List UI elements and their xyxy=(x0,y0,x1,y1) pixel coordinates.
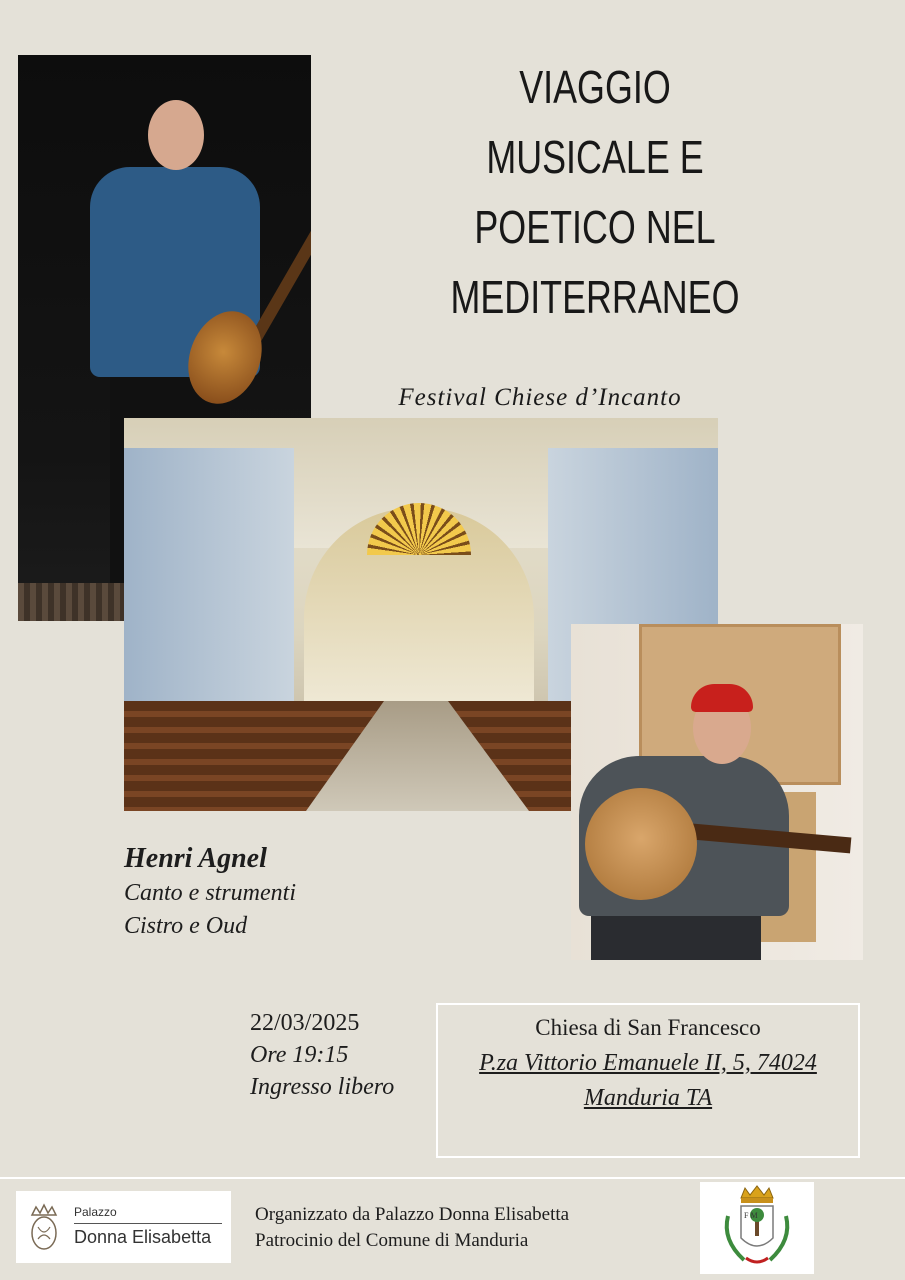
manduria-crest xyxy=(700,1182,814,1274)
venue-address-line1[interactable]: P.za Vittorio Emanuele II, 5, 74024 xyxy=(479,1050,817,1076)
patronage-credit: Patrocinio del Comune di Manduria xyxy=(255,1230,529,1251)
crown-emblem-icon xyxy=(26,1203,62,1253)
event-time: Ore 19:15 xyxy=(250,1042,349,1068)
photo-red-cap xyxy=(691,684,753,712)
crest-letters: F M xyxy=(744,1211,758,1220)
organizer-credit: Organizzato da Palazzo Donna Elisabetta xyxy=(255,1204,570,1225)
title-line-4: MEDITERRANEO xyxy=(450,271,740,323)
event-date: 22/03/2025 xyxy=(250,1010,360,1036)
logo-big-text: Donna Elisabetta xyxy=(74,1227,212,1247)
photo-arch-left xyxy=(124,448,294,738)
coat-of-arms-icon xyxy=(700,1182,814,1274)
photo-oud-body xyxy=(585,788,697,900)
palazzo-logo xyxy=(16,1191,231,1263)
venue-name: Chiesa di San Francesco xyxy=(535,1015,761,1040)
artist-instruments: Cistro e Oud xyxy=(124,913,248,939)
poster-title xyxy=(443,52,747,332)
artist-photo-oud xyxy=(571,624,863,960)
venue-address-line2[interactable]: Manduria TA xyxy=(583,1085,713,1111)
title-line-2: MUSICALE E xyxy=(486,131,704,183)
artist-name: Henri Agnel xyxy=(124,843,267,874)
artist-role: Canto e strumenti xyxy=(124,880,296,906)
logo-small-text: Palazzo xyxy=(74,1205,117,1219)
title-line-3: POETICO NEL xyxy=(474,201,716,253)
title-line-1: VIAGGIO xyxy=(519,61,671,113)
photo-head xyxy=(148,100,204,170)
festival-name: Festival Chiese d’Incanto xyxy=(398,384,682,411)
event-entry: Ingresso libero xyxy=(250,1074,395,1100)
logo-rule xyxy=(74,1223,222,1224)
footer-divider xyxy=(0,1177,905,1179)
